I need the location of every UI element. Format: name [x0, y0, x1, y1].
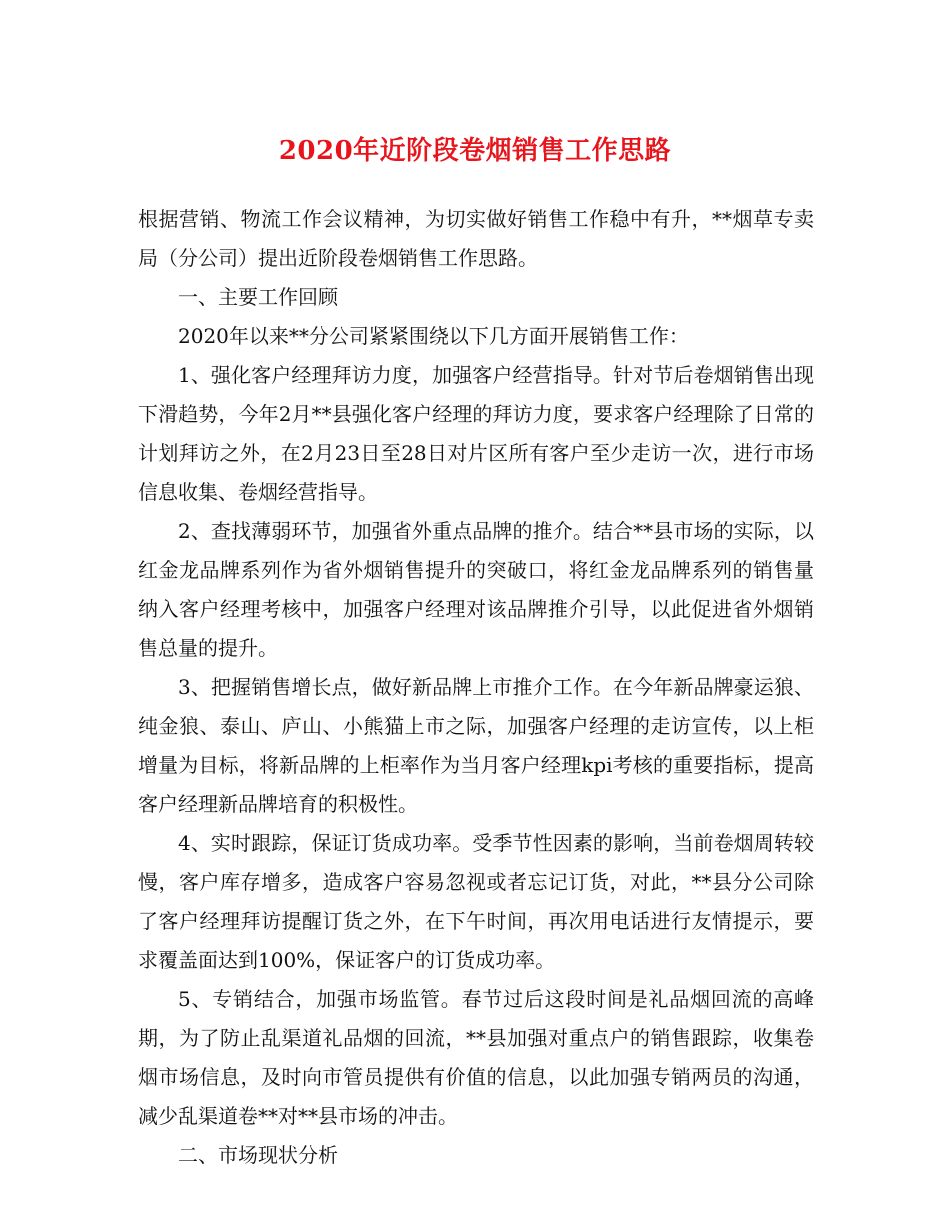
- intro-paragraph: 根据营销、物流工作会议精神，为切实做好销售工作稳中有升，**烟草专卖局（分公司）提出近阶段卷烟销售工作思路。: [138, 207, 814, 270]
- item-paragraph-5: 5、专销结合，加强市场监管。春节过后这段时间是礼品烟回流的高峰期，为了防止乱渠道礼品烟的回流，**县加强对重点户的销售跟踪，收集卷烟市场信息，及时向市管员提供有价值的信息，以此加强专销两员的沟通，减少乱渠道卷**对**县市场的冲击。: [138, 987, 814, 1128]
- section-heading-analysis: 二、市场现状分析: [178, 1143, 338, 1167]
- item-paragraph-4: 4、实时跟踪，保证订货成功率。受季节性因素的影响，当前卷烟周转较慢，客户库存增多，造成客户容易忽视或者忘记订货，对此，**县分公司除了客户经理拜访提醒订货之外，在下午时间，再次用电话进行友情提示，要求覆盖面达到100%，保证客户的订货成功率。: [138, 831, 814, 972]
- section-heading-review: 一、主要工作回顾: [178, 285, 338, 309]
- document-title: 2020年近阶段卷烟销售工作思路: [278, 136, 672, 166]
- item-paragraph-1: 1、强化客户经理拜访力度，加强客户经营指导。针对节后卷烟销售出现下滑趋势，今年2月**县强化客户经理的拜访力度，要求客户经理除了日常的计划拜访之外，在2月23日至28日对片区所有客户至少走访一次，进行市场信息收集、卷烟经营指导。: [138, 363, 814, 504]
- review-intro-paragraph: 2020年以来**分公司紧紧围绕以下几方面开展销售工作：: [178, 324, 689, 348]
- document-body: [138, 200, 814, 1175]
- item-paragraph-2: 2、查找薄弱环节，加强省外重点品牌的推介。结合**县市场的实际，以红金龙品牌系列作为省外烟销售提升的突破口，将红金龙品牌系列的销售量纳入客户经理考核中，加强客户经理对该品牌推介引导，以此促进省外烟销售总量的提升。: [138, 519, 814, 660]
- item-paragraph-3: 3、把握销售增长点，做好新品牌上市推介工作。在今年新品牌豪运狼、纯金狼、泰山、庐山、小熊猫上市之际，加强客户经理的走访宣传，以上柜增量为目标，将新品牌的上柜率作为当月客户经理kpi考核的重要指标，提高客户经理新品牌培育的积极性。: [138, 675, 814, 816]
